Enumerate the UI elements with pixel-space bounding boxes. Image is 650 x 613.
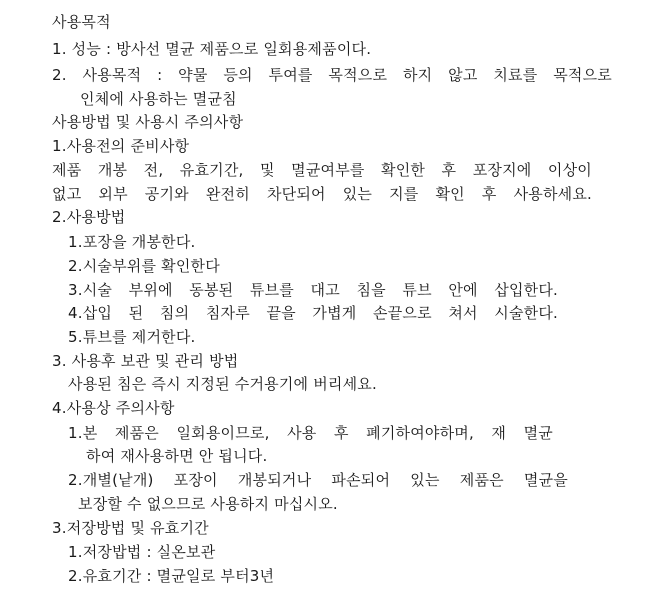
method-step-5: 5.튜브를 제거한다. [68, 328, 196, 346]
method-step-1: 1.포장을 개봉한다. [68, 233, 196, 251]
caution-item-1-line-1: 1.본 제품은 일회용이므로, 사용 후 폐기하여야하며, 재 멸균 [68, 424, 553, 442]
caution-item-1-line-2: 하여 재사용하면 안 됩니다. [86, 447, 268, 465]
caution-item-2-line-2: 보장할 수 없으므로 사용하지 마십시오. [78, 495, 338, 513]
storage-item-1: 1.저장밥법 : 실온보관 [68, 543, 216, 561]
prep-line-2: 없고 외부 공기와 완전히 차단되어 있는 지를 확인 후 사용하세요. [52, 185, 592, 203]
cautions-heading: 4.사용상 주의사항 [52, 399, 175, 417]
storage-after-heading: 3. 사용후 보관 및 관리 방법 [52, 352, 239, 370]
prep-heading: 1.사용전의 준비사항 [52, 137, 190, 155]
method-step-2: 2.시술부위를 확인한다 [68, 257, 220, 275]
method-step-4: 4.삽입 된 침의 침자루 끝을 가볍게 손끝으로 쳐서 시술한다. [68, 304, 558, 322]
prep-line-1: 제품 개봉 전, 유효기간, 및 멸균여부를 확인한 후 포장지에 이상이 [52, 161, 592, 179]
storage-heading: 3.저장방법 및 유효기간 [52, 519, 209, 537]
purpose-item-1: 1. 성능 : 방사선 멸균 제품으로 일회용제품이다. [52, 40, 372, 58]
usage-heading: 사용방법 및 사용시 주의사항 [52, 113, 244, 131]
method-heading: 2.사용방법 [52, 208, 126, 226]
purpose-item-2-line-1: 2. 사용목적 : 약물 등의 투여를 목적으로 하지 않고 치료를 목적으로 [52, 66, 612, 84]
caution-item-2-line-1: 2.개별(낱개) 포장이 개봉되거나 파손되어 있는 제품은 멸균을 [68, 471, 568, 489]
purpose-item-2-line-2: 인체에 사용하는 멸균침 [80, 90, 237, 108]
storage-item-2: 2.유효기간 : 멸균일로 부터3년 [68, 567, 275, 585]
method-step-3: 3.시술 부위에 동봉된 튜브를 대고 침을 튜브 안에 삽입한다. [68, 281, 558, 299]
purpose-heading: 사용목적 [52, 13, 111, 31]
storage-after-text: 사용된 침은 즉시 지정된 수거용기에 버리세요. [68, 375, 377, 393]
